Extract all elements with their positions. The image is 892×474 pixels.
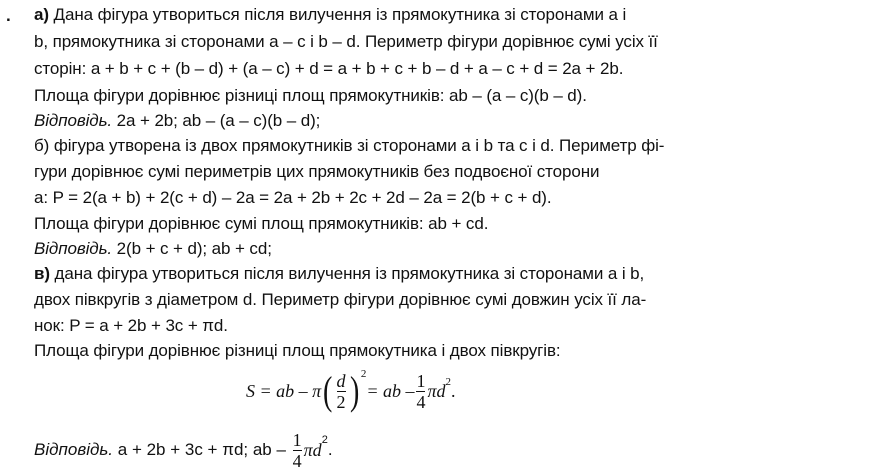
part-a-label: а) xyxy=(34,5,49,24)
answer-label-a: Відповідь. xyxy=(34,111,113,130)
formula-lhs: S = ab – π xyxy=(246,380,322,401)
answer-end: . xyxy=(327,440,333,459)
formula-end: . xyxy=(451,380,456,401)
answer-label-b: Відповідь. xyxy=(34,239,113,258)
text-line-2 xyxy=(34,31,658,53)
answer-fraction xyxy=(293,431,302,470)
text-line-10 xyxy=(34,238,272,260)
text-line-14 xyxy=(34,340,561,362)
text-line-5 xyxy=(34,110,320,132)
fraction2-denominator: 4 xyxy=(416,391,426,412)
text-line-1 xyxy=(34,4,626,26)
text-line-8 xyxy=(34,187,551,209)
line-8-text: a: P = 2(a + b) + 2(c + d) – 2a = 2a + 2b + 2c + 2d – 2a = 2(b + c + d). xyxy=(34,188,552,207)
line-5-text: 2a + 2b; ab – (a – c)(b – d); xyxy=(112,111,321,130)
left-paren: ( xyxy=(323,368,333,413)
text-line-11 xyxy=(34,263,644,285)
power-exponent: 2 xyxy=(360,368,367,380)
fraction-1-over-4 xyxy=(416,372,425,411)
text-line-7 xyxy=(34,161,599,183)
text-line-4 xyxy=(34,85,587,107)
part-c-label: в) xyxy=(34,264,50,283)
text-line-13 xyxy=(34,315,228,337)
answer-label-c: Відповідь. xyxy=(34,440,114,459)
fraction-denominator: 2 xyxy=(336,391,346,412)
line-10-text: 2(b + c + d); ab + cd; xyxy=(112,239,272,258)
answer-tail-exponent: 2 xyxy=(321,434,328,446)
final-answer-line xyxy=(34,428,333,472)
final-answer-text: a + 2b + 3c + πd; ab – xyxy=(113,440,291,459)
line-11-text: дана фігура утвориться після вилучення із прямокутника зі сторонами a і b, xyxy=(49,264,645,283)
line-6-text: б) фігура утворена із двох прямокутників зі сторонами a і b та c і d. Периметр фі- xyxy=(34,136,665,155)
text-line-12 xyxy=(34,289,646,311)
line-13-text: нок: P = a + 2b + 3c + πd. xyxy=(34,316,228,335)
fraction2-numerator: 1 xyxy=(416,370,426,391)
answer-fraction-numerator: 1 xyxy=(292,429,302,450)
line-1-text: Дана фігура утвориться після вилучення із прямокутника зі сторонами a і xyxy=(48,5,627,24)
line-2-text: b, прямокутника зі сторонами a – c і b – d. Периметр фігури дорівнює сумі усіх її xyxy=(34,32,658,51)
area-formula xyxy=(246,364,456,418)
line-9-text: Площа фігури дорівнює сумі площ прямокутників: ab + cd. xyxy=(34,214,489,233)
line-7-text: гури дорівнює сумі периметрів цих прямокутників без подвоєної сторони xyxy=(34,162,600,181)
formula-tail: πd xyxy=(427,380,446,401)
line-14-text: Площа фігури дорівнює різниці площ прямокутника і двох півкругів: xyxy=(34,341,561,360)
text-line-6 xyxy=(34,135,664,157)
formula-mid: = ab – xyxy=(366,380,415,401)
fraction-d-over-2 xyxy=(337,372,346,411)
text-line-9 xyxy=(34,213,488,235)
line-12-text: двох півкругів з діаметром d. Периметр фігури дорівнює сумі довжин усіх її ла- xyxy=(34,290,647,309)
tail-exponent: 2 xyxy=(445,376,452,388)
text-line-3 xyxy=(34,58,623,80)
line-3-text: сторін: a + b + c + (b – d) + (a – c) + d = a + b + c + b – d + a – c + d = 2a + 2b. xyxy=(34,59,624,78)
fraction-numerator: d xyxy=(336,370,346,391)
answer-tail: πd xyxy=(303,439,322,460)
answer-fraction-denominator: 4 xyxy=(292,450,302,471)
right-paren: ) xyxy=(349,368,359,413)
line-4-text: Площа фігури дорівнює різниці площ прямокутників: ab – (a – c)(b – d). xyxy=(34,86,587,105)
item-number: . xyxy=(6,6,11,25)
